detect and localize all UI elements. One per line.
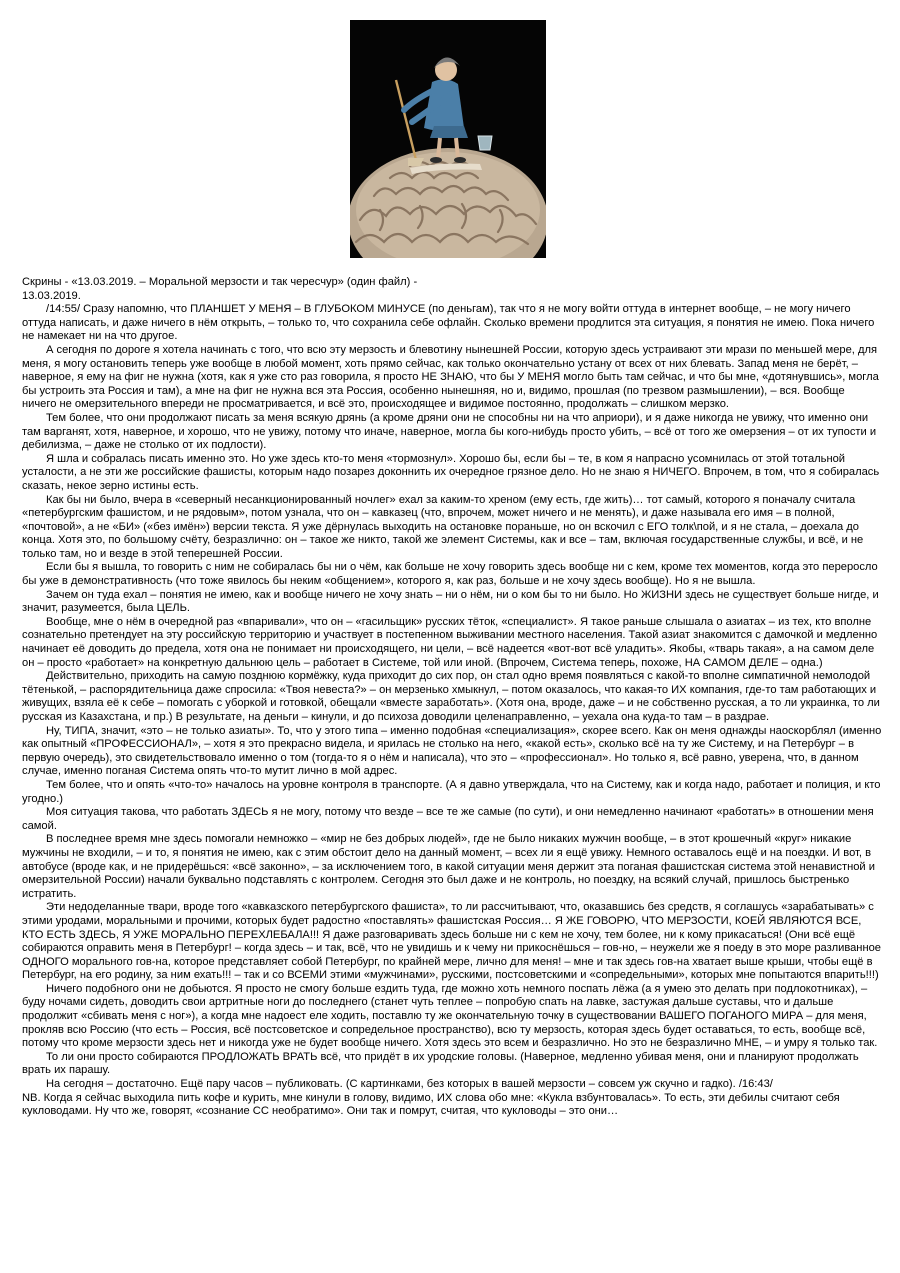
document-heading: Скрины - «13.03.2019. – Моральной мерзости и так чересчур» (один файл) - (22, 276, 418, 288)
paragraph: Тем более, что и опять «что-то» началось на уровне контроля в транспорте. (А я давно утверждала, что на Систему, как и когда надо, работает и полиция, и кто угодно.) (22, 778, 881, 805)
paragraph: Ну, ТИПА, значит, «это – не только азиаты». То, что у этого типа – именно подобная «специализация», скорее всего. Как он меня однажды наоскорблял (именно как опытный «ПРОФЕССИОНАЛ», – хотя я это прекрасно видела, и ярилась не столько на него, «какой есть», сколько всё на ту же Систему, и на Петербург – в первую очередь), это свидетельствовало именно о том (тогда-то я о нём и написала), что это – «профессионал». Но только я, всё равно, уверена, что, в данном случае, именно поганая Система опять что-то мутит лично в мой адрес. (22, 724, 882, 778)
paragraph: Эти недоделанные твари, вроде того «кавказского петербургского фашиста», то ли рассчитывают, что, оказавшись без средств, я соглашусь «зарабатывать» с этими уродами, моральными и прочими, которых будет радостно «поставлять» фашистская Россия… Я ЖЕ ГОВОРЮ, ЧТО МЕРЗОСТИ, КОЕЙ ЯВЛЯЮТСЯ ВСЕ, КТО ЕСТЬ ЗДЕСЬ, Я УЖЕ МОРАЛЬНО ПЕРЕХЛЕБАЛА!!! Я даже разговаривать здесь больше ни с кем не хочу, тем более, ни к кому прикасаться! (Они всё ещё собираются оправить меня в Петербург! – когда здесь – и так, всё, что не увидишь и к чему ни прикоснёшься – гов-но, – неужели же я поеду в это море разливанное ОДНОГО морального гов-на, которое представляет собой Петербург, по крайней мере, лично для меня! – мне и так здесь гов-на хватает выше крыши, чтобы ещё в Петербург, на его родину, за ним ехать!!! – так и со ВСЕМИ этими «мужчинами», русскими, постсоветскими и «сопредельными», которых мне попытаются впарить!!!) (22, 901, 882, 982)
paragraph: Моя ситуация такова, что работать ЗДЕСЬ я не могу, потому что везде – все те же самые (по сути), и они немедленно начинают «работать» в отношении меня самой. (22, 806, 874, 832)
paragraph: А сегодня по дороге я хотела начинать с того, что всю эту мерзость и блевотину нынешней России, которую здесь устраивают эти мрази по меньшей мере, для меня, я могу остановить теперь уже вообще в любой момент, хоть прямо сейчас, как только окончательно устану от всех от них блевать. Запад меня не берёт, – наверное, я ему на фиг не нужна (хотя, как я уже сто раз говорила, я просто НЕ ЗНАЮ, что бы У МЕНЯ могло быть там сейчас, и что бы мне, «дотянувшись», могла бы устроить эта Россия и там), а мне на фиг не нужна вся эта Россия, особенно нынешняя, но и, видимо, прошлая (по трезвом размышлении), – вся. Вообще ничего не омерзительного впереди не просматривается, и всё это, происходящее и видимое постоянно, продолжать – слишком мерзко. (22, 343, 879, 411)
paragraph: Вообще, мне о нём в очередной раз «впаривали», что он – «гасильщик» русских тёток, «специалист». Я такое раньше слышала о азиатах – из тех, кто вполне сознательно претендует на эту российскую территорию и участвует в постепенном выживании местного населения. Такой азиат знакомится с дамочкой и медленно начинает её доводить до предела, хотя она не понимает ни происходящего, ни цели, – всё надеется «вот-вот всё уладить». Якобы, «тварь такая», а на самом деле он – просто «работает» на конкретную дальнюю цель – работает в Системе, той или иной. (Впрочем, Система теперь, похоже, НА САМОМ ДЕЛЕ – одна.) (22, 615, 878, 669)
paragraph: Ничего подобного они не добьются. Я просто не смогу больше ездить туда, где можно хоть немного поспать лёжа (а я умею это делать при подлокотниках), – буду ночами сидеть, доводить свои артритные ноги до последнего (станет чуть теплее – попробую спать на лавке, застужая дальше суставы, что и дальше продолжит «сбивать меня с ног»), а когда мне надоест еле ходить, поставлю ту же окончательную точку в существовании ВАШЕГО ПОГАНОГО МИРА – для меня, прокляв всю Россию (что есть – Россия, всё постсоветское и сопредельное пространство), всю ту мерзость, которая здесь будет оставаться, то есть, вообще всё, потому что кроме мерзости здесь нет и никогда уже не будет вообще ничего. Хотя здесь это всем и безразлично. Но это не безразлично МНЕ, – и умру я только так. (22, 982, 878, 1050)
paragraph: Как бы ни было, вчера в «северный несанкционированный ночлег» ехал за каким-то хреном (ему есть, где жить)… тот самый, которого я поначалу считала «петербургским фашистом, и не рядовым», потом узнала, что он – кавказец (что, впрочем, может ничего и не менять), и даже называла его имя – в полной, «почтовой», а не «БИ» («без имён») версии текста. Я уже дёрнулась выходить на остановке пораньше, но он вскочил с ЕГО толк\пой, и я не стала, – доехала до конца. Хотя это, по большому счёту, безразлично: он – такое же никто, такой же элемент Системы, как и все – там, включая государственные службы, и всё, и не только там, но и везде в этой теперешней России. (22, 493, 864, 560)
paragraph: В последнее время мне здесь помогали немножко – «мир не без добрых людей», где не было никаких мужчин вообще, – в этот крошечный «круг» никакие мужчины не входили, – и то, я понятия не имею, как с этим обстоит дело на данный момент, – всех ли я ещё увижу. Немного оставалось ещё и на поездки. И вот, в автобусе (вроде как, и не придерёшься: «всё законно», – за исключением того, в какой ситуации меня держит эта поганая фашистская система этой ненавистной и омерзительной России) начали буквально подставлять с контролем. Сегодня это был даже и не контроль, но поездку, на всякий случай, пришлось быстренько истратить. (22, 833, 875, 900)
nb-note: NB. Когда я сейчас выходила пить кофе и курить, мне кинули в голову, видимо, ИХ слова обо мне: «Кукла взбунтовалась». То есть, эти дебилы считают себя кукловодами. Ну что же, говорят, «сознание СС необратимо». Они так и помрут, считая, что кукловоды – это они… (22, 1091, 840, 1118)
header-illustration (350, 20, 546, 258)
paragraph: Я шла и собралась писать именно это. Но уже здесь кто-то меня «тормознул». Хорошо бы, если бы – те, в ком я напрасно усомнилась от этой тотальной усталости, а не эти же российские фашисты, которым надо позарез доконнить их очередное грязное дело. Но не знаю я НИЧЕГО. Впрочем, в том, что я собиралась сказать, некое зерно истины есть. (22, 452, 880, 492)
paragraph: Если бы я вышла, то говорить с ним не собиралась бы ни о чём, как больше не хочу говорить здесь вообще ни с кем, кроме тех моментов, когда это переросло бы уже в демонстративность (что тоже явилось бы неким «общением», которого я, как раз, больше и не хочу здесь вообще). Но я не вышла. (22, 561, 878, 588)
paragraph: Тем более, что они продолжают писать за меня всякую дрянь (а кроме дряни они не способны ни на что априори), и я даже никогда не увижу, что именно они там варганят, хотя, наверное, и хорошо, что не увижу, потому что иначе, наверное, могла бы кого-нибудь просто убить, – всё от того же омерзения – от их тупости и дебилизма, – даже не столько от их подлости). (22, 411, 877, 452)
paragraph: /14:55/ Сразу напомню, что ПЛАНШЕТ У МЕНЯ – В ГЛУБОКОМ МИНУСЕ (по деньгам), так что я не могу войти оттуда в интернет вообще, – не могу ничего оттуда написать, и даже ничего в нём открыть, – только то, что сохранила себе офлайн. Сколько времени продлится эта ситуация, я понятия не имею. Пока ничего не намекает ни на что другое. (22, 303, 875, 343)
paragraph: Зачем он туда ехал – понятия не имею, как и вообще ничего не хочу знать – ни о нём, ни о ком бы то ни было. Но ЖИЗНИ здесь не существует больше нигде, и значит, разумеется, была ЦЕЛЬ. (22, 588, 879, 615)
document-body (22, 276, 882, 1119)
cleaning-woman-on-brain-icon (350, 20, 546, 258)
paragraph: На сегодня – достаточно. Ещё пару часов – публиковать. (С картинками, без которых в вашей мерзости – совсем уж скучно и гадко). /16:43/ (46, 1078, 773, 1091)
paragraph: То ли они просто собираются ПРОДЛОЖАТЬ ВРАТЬ всё, что придёт в их уродские головы. (Наверное, медленно убивая меня, они и планируют продолжать врать их парашу. (22, 1050, 859, 1077)
paragraph: Действительно, приходить на самую позднюю кормёжку, куда приходит до сих пор, он стал одно время появляться с какой-то вполне симпатичной немолодой тётенькой, – распорядительница даже спросила: «Твоя невеста?» – он мерзенько хмыкнул, – потом оказалось, что какая-то ИХ компания, где-то там работающих и живущих, взяла её к себе – помогать с уборкой и готовкой, обещали «вместе заработать». (Хотя она, вроде, даже – и не собственно русская, а то ли украинка, то ли русская из Казахстана, и пр.) В результате, на деньги – кинули, и до психоза доводили целенаправленно, – уехала она куда-то там – в раздрае. (22, 670, 880, 723)
entry-date: 13.03.2019. (22, 289, 81, 302)
